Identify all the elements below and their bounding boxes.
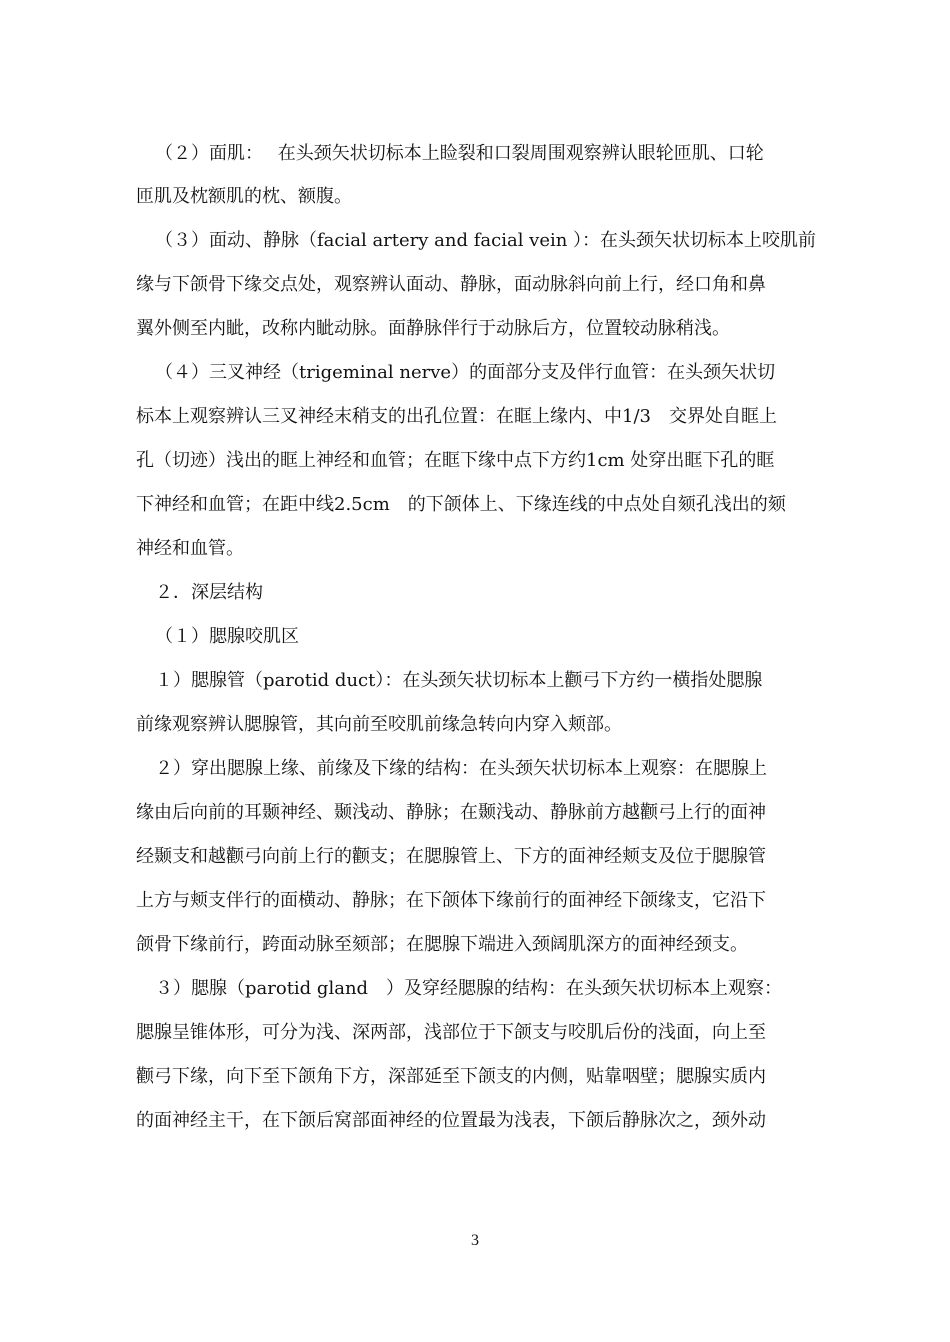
text-line: （２）面肌： 在头颈矢状切标本上睑裂和口裂周围观察辨认眼轮匝肌、口轮 — [155, 143, 764, 164]
section-heading: ２．深层结构 — [155, 582, 263, 603]
text-line: ３）腮腺（parotid gland ）及穿经腮腺的结构：在头颈矢状切标本上观察： — [155, 978, 783, 999]
text-line: （４）三叉神经（trigeminal nerve）的面部分支及伴行血管：在头颈矢状切 — [155, 362, 776, 383]
text-line: 匝肌及枕额肌的枕、额腹。 — [136, 186, 352, 207]
text-line: 缘与下颌骨下缘交点处，观察辨认面动、静脉，面动脉斜向前上行，经口角和鼻 — [136, 274, 766, 295]
text-line: １）腮腺管（parotid duct）：在头颈矢状切标本上颧弓下方约一横指处腮腺 — [155, 670, 763, 691]
text-line: （３）面动、静脉（facial artery and facial vein ）：在头颈矢状切标本上咬肌前 — [155, 230, 817, 251]
text-line: 上方与颊支伴行的面横动、静脉；在下颌体下缘前行的面神经下颌缘支，它沿下 — [136, 890, 766, 911]
text-line: 下神经和血管；在距中线2.5cm 的下颌体上、下缘连线的中点处自颏孔浅出的颏 — [136, 494, 786, 515]
text-line: 翼外侧至内眦，改称内眦动脉。面静脉伴行于动脉后方，位置较动脉稍浅。 — [136, 318, 730, 339]
subsection-heading: （１）腮腺咬肌区 — [155, 626, 299, 647]
text-line: ２）穿出腮腺上缘、前缘及下缘的结构：在头颈矢状切标本上观察：在腮腺上 — [155, 758, 767, 779]
text-line: 缘由后向前的耳颞神经、颞浅动、静脉；在颞浅动、静脉前方越颧弓上行的面神 — [136, 802, 766, 823]
text-line: 标本上观察辨认三叉神经末稍支的出孔位置：在眶上缘内、中1/3 交界处自眶上 — [136, 406, 777, 427]
text-line: 颌骨下缘前行，跨面动脉至颏部；在腮腺下端进入颈阔肌深方的面神经颈支。 — [136, 934, 748, 955]
text-line: 的面神经主干，在下颌后窝部面神经的位置最为浅表，下颌后静脉次之，颈外动 — [136, 1110, 766, 1131]
text-line: 孔（切迹）浅出的眶上神经和血管；在眶下缘中点下方约1cm 处穿出眶下孔的眶 — [136, 450, 775, 471]
text-line: 颧弓下缘，向下至下颌角下方，深部延至下颌支的内侧，贴靠咽壁；腮腺实质内 — [136, 1066, 766, 1087]
page-number: 3 — [471, 1232, 479, 1249]
text-line: 前缘观察辨认腮腺管，其向前至咬肌前缘急转向内穿入颊部。 — [136, 714, 622, 735]
text-line: 经颞支和越颧弓向前上行的颧支；在腮腺管上、下方的面神经颊支及位于腮腺管 — [136, 846, 766, 867]
text-line: 神经和血管。 — [136, 538, 244, 559]
text-line: 腮腺呈锥体形，可分为浅、深两部，浅部位于下颌支与咬肌后份的浅面，向上至 — [136, 1022, 766, 1043]
